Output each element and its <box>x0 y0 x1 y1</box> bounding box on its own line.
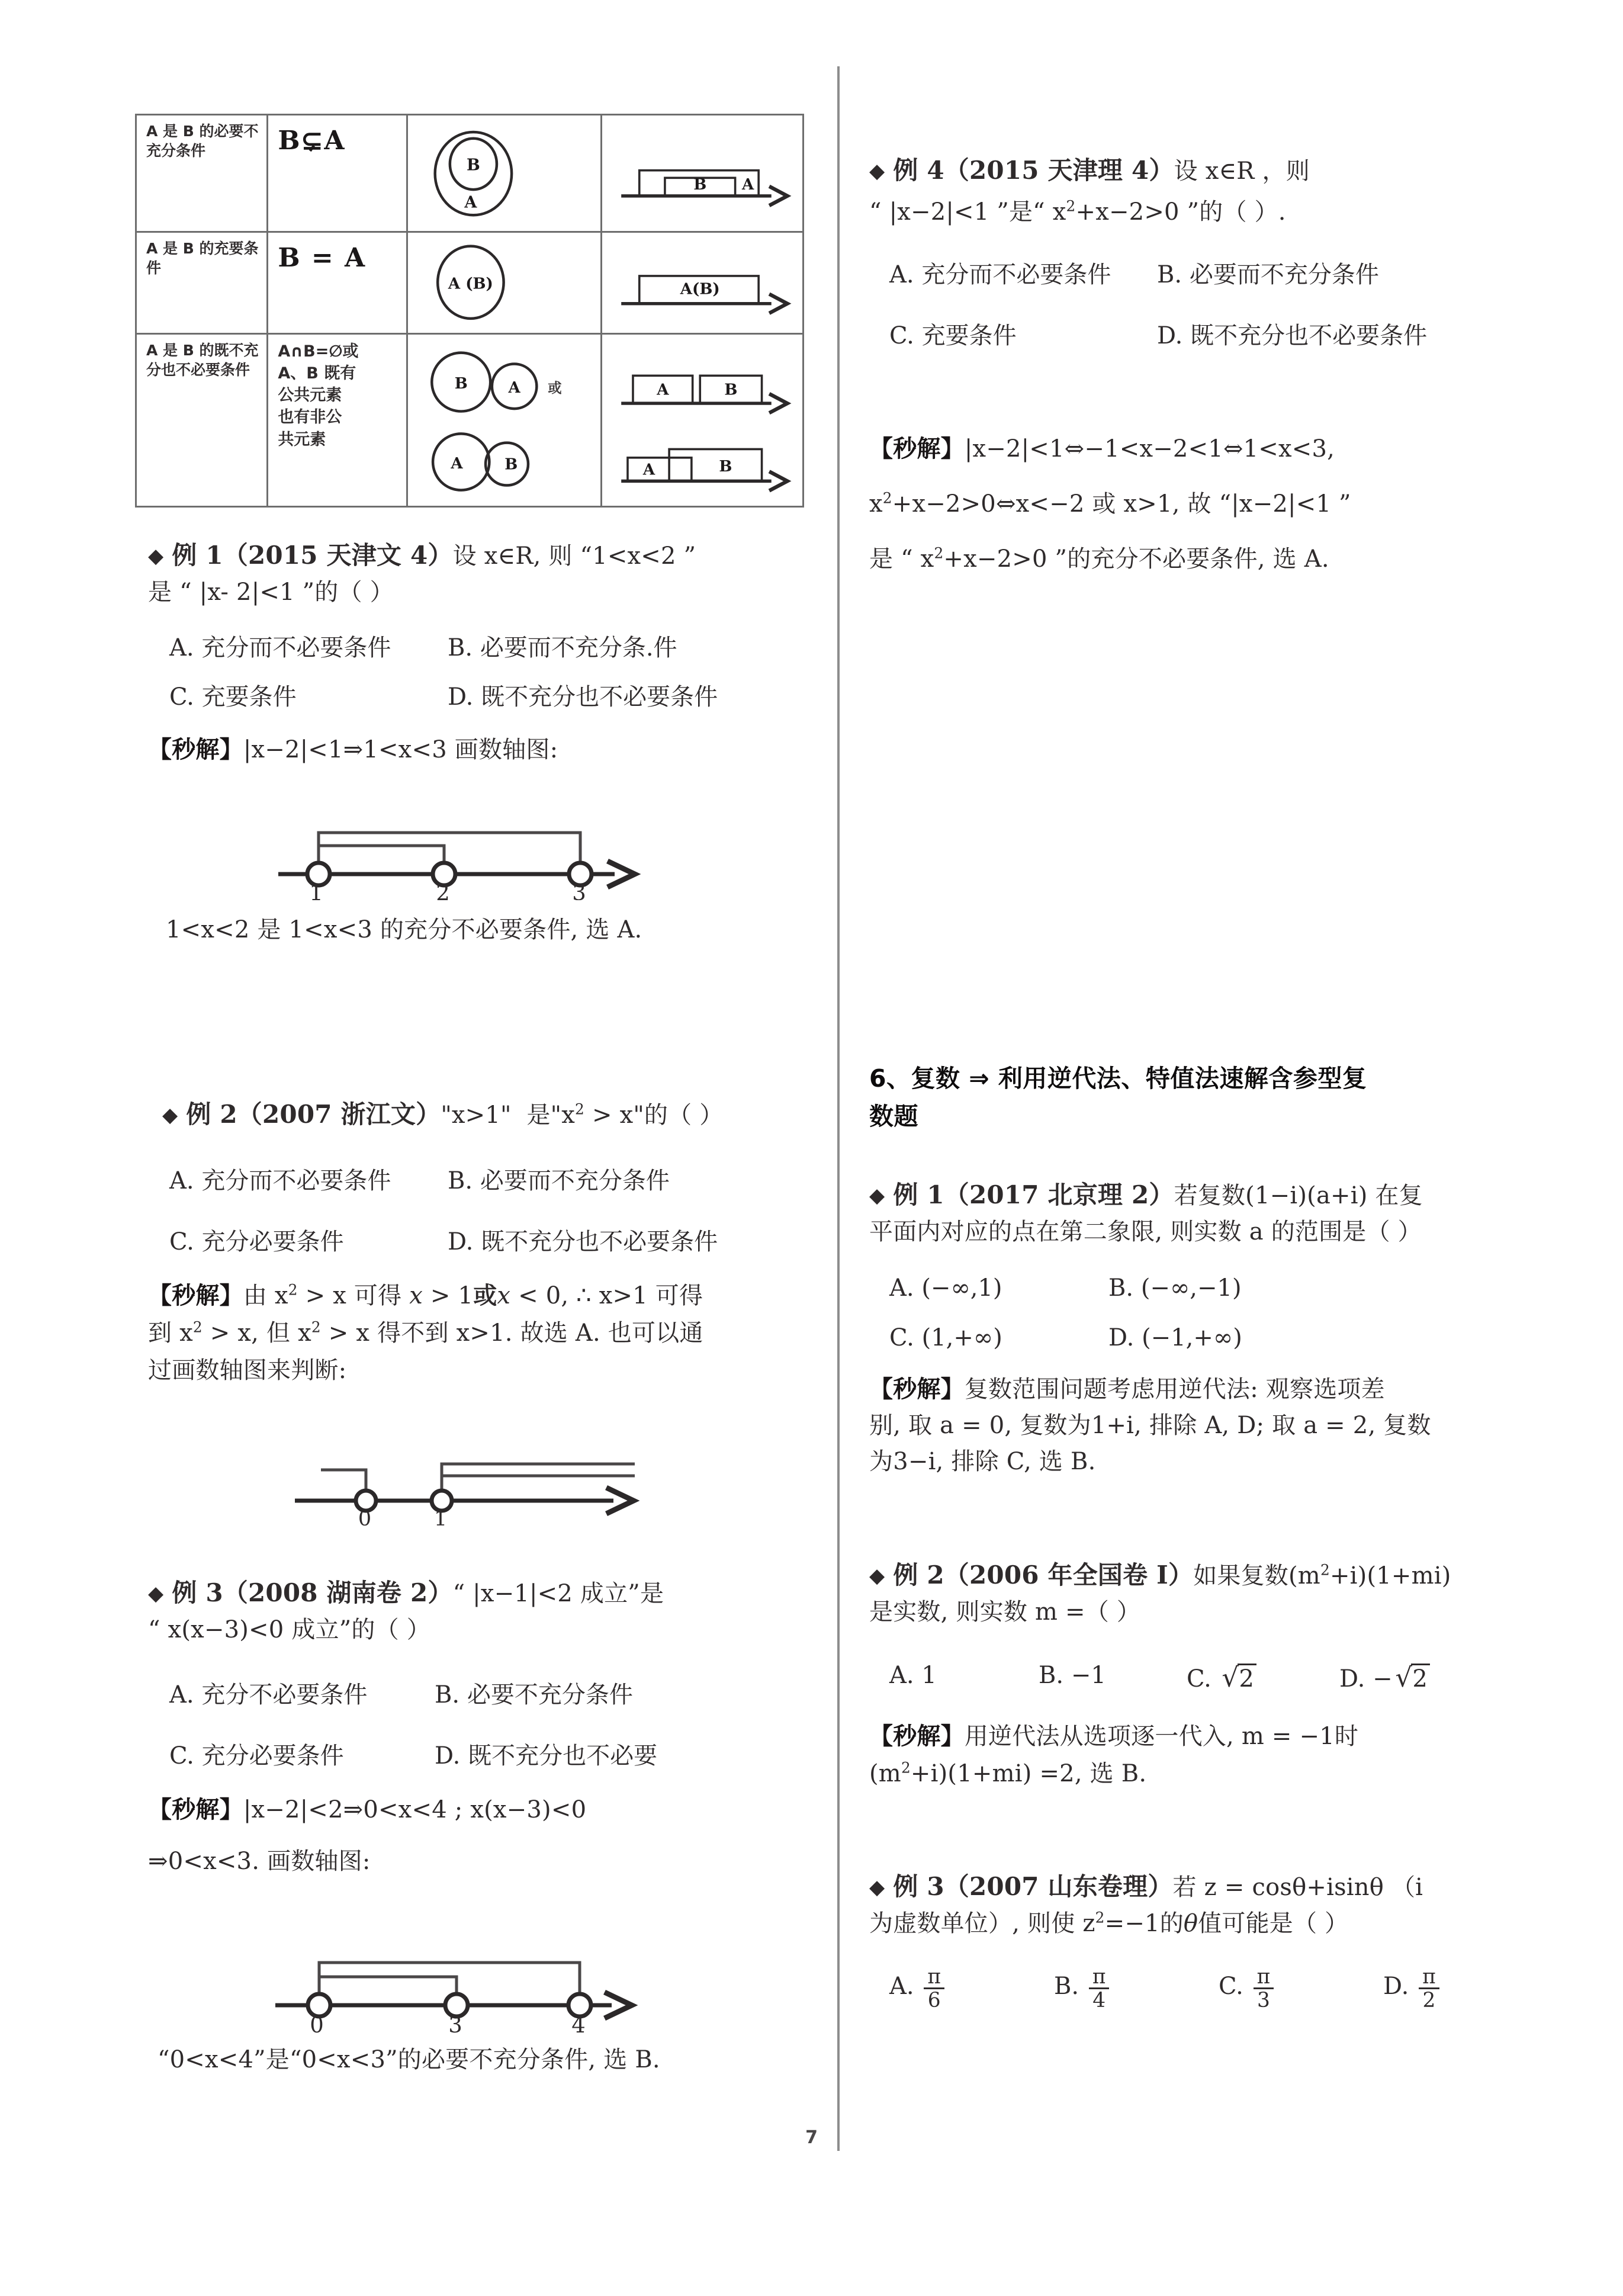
svg-text:0: 0 <box>310 2012 324 2034</box>
cex2-stem-part2: 是实数, 则实数 m =（ ） <box>869 1598 1141 1626</box>
sqrt-icon: √2 <box>1219 1662 1256 1693</box>
option-d: D. − √2 <box>1339 1662 1430 1693</box>
example3-conclusion: “0<x<4”是“0<x<3”的必要不充分条件, 选 B. <box>158 2046 660 2073</box>
option-a: A. 充分而不必要条件 <box>169 634 391 661</box>
symbol-intersection-empty: A∩B=∅或 A、B 既有 公共元素 也有非公 共元素 <box>278 342 359 449</box>
option-b: B. 必要不充分条件 <box>435 1681 633 1709</box>
cex3-stem-part2: 为虚数单位）, 则使 $z^2=-1$的θ值可能是（ ） <box>869 1909 1349 1937</box>
cex1-stem-part2: 平面内对应的点在第二象限, 则实数 a 的范围是（ ） <box>869 1218 1422 1245</box>
svg-text:4: 4 <box>571 2012 586 2034</box>
solution-line-2: $x^2+x-2>0\Leftrightarrow x<-2$ 或 x>1, 故 “|x−2|<1 ” <box>869 489 1351 518</box>
cex2-stem <box>869 1558 1580 1593</box>
solution-label: 【秒解】 <box>148 1282 243 1309</box>
cell-symbol-2 <box>268 232 407 333</box>
fraction-pi-3: $\frac{\pi}{3}$ <box>1254 1966 1274 2012</box>
solution-label: 【秒解】 <box>869 435 965 463</box>
example3-stem-part1: “ |x−1|<2 成立”是 <box>452 1580 664 1607</box>
example4-stem <box>869 153 1580 188</box>
cell-numberline-3 <box>601 333 803 507</box>
option-c: C. (1,+∞) <box>889 1324 1002 1351</box>
table-row <box>136 232 804 333</box>
option-c: C. 充要条件 <box>169 683 297 711</box>
section-6-heading <box>869 1060 1580 1135</box>
venn-a-equals-b-icon <box>417 239 593 326</box>
cex1-heading: 例 1（2017 北京理 2） <box>893 1180 1174 1209</box>
example1-stem-part1: 设 x∈R, 则 “1<x<2 ” <box>452 542 696 570</box>
left-example-3-options <box>169 1676 827 1771</box>
diamond-bullet-icon: ◆ <box>148 544 164 568</box>
option-d: D. 既不充分也不必要条件 <box>448 683 718 711</box>
option-c: C. $\frac{\pi}{3}$ <box>1219 1966 1383 2012</box>
cell-symbol-1 <box>268 115 407 232</box>
svg-text:A: A <box>464 193 477 212</box>
svg-text:B: B <box>467 156 480 175</box>
solution-label: 【秒解】 <box>148 1796 243 1823</box>
cell-condition-2: A 是 B 的充要条件 <box>136 232 268 333</box>
option-a: A. 充分而不必要条件 <box>889 261 1111 288</box>
symbol-equals: B = A <box>278 243 367 274</box>
svg-text:A (B): A (B) <box>448 275 494 293</box>
solution-line-1: 由 $x^2 > x$ 可得 x > 1或x < 0, ∴ x>1 可得 <box>243 1281 703 1309</box>
cell-condition-3: A 是 B 的既不充分也不必要条件 <box>136 333 268 507</box>
svg-text:2: 2 <box>436 880 450 900</box>
example4-stem-part1: 设 x∈R ，则 <box>1174 158 1310 185</box>
svg-text:或: 或 <box>548 379 562 396</box>
cell-numberline-1 <box>601 115 803 232</box>
svg-text:B: B <box>719 457 732 476</box>
left-example-2-options <box>169 1162 827 1257</box>
section-6-title-line1: 6、复数 ⇒ 利用逆代法、特值法速解含参型复 <box>869 1064 1367 1093</box>
venn-b-inside-a-icon <box>417 121 593 225</box>
solution-label: 【秒解】 <box>869 1375 965 1403</box>
example1-stem <box>148 538 811 573</box>
svg-text:B: B <box>454 374 468 393</box>
option-d: D. $\frac{\pi}{2}$ <box>1383 1966 1442 2012</box>
right-complex-example-2-solution <box>869 1720 1580 1791</box>
svg-text:B: B <box>724 381 738 399</box>
diamond-bullet-icon: ◆ <box>869 159 885 183</box>
option-a: A. 充分不必要条件 <box>169 1681 368 1709</box>
option-b: B. 必要而不充分条件 <box>1157 261 1379 288</box>
diamond-bullet-icon: ◆ <box>869 1876 885 1899</box>
example1-numberline-figure <box>272 817 651 900</box>
diamond-bullet-icon: ◆ <box>148 1582 164 1605</box>
example3-stem-part2: “ x(x−3)<0 成立”的（ ） <box>148 1616 430 1643</box>
option-b: B. $\frac{\pi}{4}$ <box>1054 1966 1219 2012</box>
right-complex-example-3 <box>869 1869 1580 1941</box>
conditions-table <box>135 114 804 508</box>
solution-line-2: $(m^2+i)(1+mi) =2$, 选 B. <box>869 1759 1147 1787</box>
right-complex-example-2-options <box>889 1662 1588 1693</box>
diamond-bullet-icon: ◆ <box>162 1103 178 1127</box>
option-c: C. √2 <box>1187 1662 1339 1693</box>
svg-text:A(B): A(B) <box>680 280 720 298</box>
numberline-a-equals-b-icon <box>612 239 795 326</box>
option-b: B. 必要而不充分条件 <box>448 1167 670 1194</box>
solution-label: 【秒解】 <box>869 1722 965 1750</box>
cex2-heading: 例 2（2006 年全国卷 I） <box>893 1560 1194 1589</box>
right-example-4-solution <box>869 432 1580 576</box>
column-divider <box>837 66 840 2151</box>
solution-line-1: 用逆代法从选项逐一代入, m = −1时 <box>964 1723 1359 1750</box>
fraction-pi-4: $\frac{\pi}{4}$ <box>1089 1966 1110 2012</box>
table-row <box>136 333 804 507</box>
option-d: D. 既不充分也不必要条件 <box>1157 322 1428 349</box>
right-complex-example-2 <box>869 1558 1580 1629</box>
left-example-2-solution <box>148 1279 817 1387</box>
option-c: C. 充分必要条件 <box>169 1742 344 1770</box>
page-number: 7 <box>805 2127 818 2148</box>
example2-heading: 例 2（2007 浙江文） <box>186 1100 441 1129</box>
svg-text:B: B <box>693 176 707 194</box>
svg-text:A: A <box>451 454 463 473</box>
solution-line-2: 到 $x^2 > x$, 但 $x^2 > x$ 得不到 x>1. 故选 A. 也可以通 <box>148 1318 703 1347</box>
option-c: C. 充要条件 <box>889 322 1017 349</box>
svg-text:A: A <box>642 461 655 479</box>
example1-conclusion: 1<x<2 是 1<x<3 的充分不必要条件, 选 A. <box>166 916 642 943</box>
cex2-stem-part1: 如果复数$(m^2+i)(1+mi)$ <box>1193 1561 1451 1589</box>
left-example-1 <box>148 538 811 609</box>
diamond-bullet-icon: ◆ <box>869 1564 885 1588</box>
left-example-3 <box>148 1575 817 1647</box>
option-d: D. 既不充分也不必要条件 <box>448 1228 718 1255</box>
example2-stem <box>162 1097 819 1132</box>
option-a: A. $\frac{\pi}{6}$ <box>889 1966 1054 2012</box>
option-c: C. 充分必要条件 <box>169 1228 344 1255</box>
solution-line-2: 别, 取 a = 0, 复数为1+i, 排除 A, D; 取 a = 2, 复数 <box>869 1411 1431 1439</box>
cex3-stem-part1: 若 z = cosθ+isinθ （i <box>1172 1874 1423 1901</box>
left-example-2 <box>162 1097 819 1132</box>
solution-label: 【秒解】 <box>148 736 243 763</box>
option-d: D. 既不充分也不必要 <box>435 1742 658 1770</box>
solution-line-1: |x−2|<1⇔−1<x−2<1⇔1<x<3, <box>964 435 1335 463</box>
numberline-b-in-a-icon <box>612 121 795 225</box>
example2-stem-text: "x>1" 是"$x^2 > x$"的（ ） <box>441 1100 724 1129</box>
solution-line-1: 复数范围问题考虑用逆代法: 观察选项差 <box>964 1376 1385 1403</box>
svg-text:1: 1 <box>309 880 323 900</box>
diamond-bullet-icon: ◆ <box>869 1184 885 1208</box>
svg-text:3: 3 <box>572 880 586 900</box>
cex3-stem <box>869 1869 1580 1905</box>
example1-heading: 例 1（2015 天津文 4） <box>172 541 453 570</box>
left-example-1-options <box>169 629 827 712</box>
table-row <box>136 115 804 232</box>
solution-line-3: 是 “ $x^2+x-2>0$ ”的充分不必要条件, 选 A. <box>869 544 1329 573</box>
numberline-disjoint-and-overlap-icon <box>612 341 795 500</box>
solution-line-3: 过画数轴图来判断: <box>148 1356 347 1384</box>
svg-text:A: A <box>508 378 520 397</box>
left-example-1-solution <box>148 733 811 767</box>
example3-heading: 例 3（2008 湖南卷 2） <box>172 1578 453 1607</box>
cell-venn-3 <box>407 333 602 507</box>
example1-stem-part2: 是 “ |x- 2|<1 ”的（ ） <box>148 578 394 606</box>
svg-text:1: 1 <box>433 1507 448 1527</box>
cex1-stem-part1: 若复数(1−i)(a+i) 在复 <box>1174 1182 1423 1209</box>
option-b: B. (−∞,−1) <box>1108 1274 1242 1302</box>
right-example-4-options <box>889 256 1588 351</box>
svg-text:3: 3 <box>448 2012 462 2034</box>
fraction-pi-6: $\frac{\pi}{6}$ <box>924 1966 944 2012</box>
example2-numberline-figure <box>290 1450 657 1527</box>
fraction-pi-2: $\frac{\pi}{2}$ <box>1419 1966 1439 2012</box>
solution-line-3: 为3−i, 排除 C, 选 B. <box>869 1447 1096 1475</box>
option-b: B. −1 <box>1039 1662 1106 1689</box>
cex3-heading: 例 3（2007 山东卷理） <box>893 1872 1173 1901</box>
venn-disjoint-and-overlap-icon <box>417 341 593 500</box>
svg-text:A: A <box>741 176 754 194</box>
cell-symbol-3 <box>268 333 407 507</box>
right-example-4 <box>869 153 1580 229</box>
option-b: B. 必要而不充分条.件 <box>448 634 677 661</box>
solution-line-1: |x−2|<1⇒1<x<3 画数轴图: <box>243 736 558 763</box>
example3-numberline-figure <box>269 1948 648 2034</box>
cell-venn-1 <box>407 115 602 232</box>
cell-condition-1: A 是 B 的必要不充分条件 <box>136 115 268 232</box>
cell-venn-2 <box>407 232 602 333</box>
example3-stem <box>148 1575 817 1611</box>
example4-stem-part2: “ |x−2|<1 ”是“ $x^2+x-2>0$ ”的（ ）. <box>869 197 1286 226</box>
right-complex-example-1-solution <box>869 1373 1580 1478</box>
right-complex-example-3-options <box>889 1966 1588 2012</box>
option-a: A. (−∞,1) <box>889 1274 1002 1302</box>
left-example-3-solution <box>148 1793 817 1878</box>
solution-line-1: |x−2|<2⇒0<x<4 ; x(x−3)<0 <box>243 1796 587 1823</box>
option-a: A. 1 <box>889 1662 937 1689</box>
sqrt-icon: √2 <box>1393 1662 1430 1693</box>
svg-text:A: A <box>656 381 669 399</box>
right-complex-example-1 <box>869 1177 1580 1249</box>
solution-line-2: ⇒0<x<3. 画数轴图: <box>148 1847 371 1875</box>
example4-heading: 例 4（2015 天津理 4） <box>893 156 1174 185</box>
symbol-proper-subset: B⊊A <box>278 126 346 156</box>
cell-numberline-2 <box>601 232 803 333</box>
option-d: D. (−1,+∞) <box>1108 1324 1242 1351</box>
section-6-title-line2: 数题 <box>869 1102 918 1131</box>
svg-text:B: B <box>504 455 518 474</box>
svg-text:0: 0 <box>358 1507 372 1527</box>
option-a: A. 充分而不必要条件 <box>169 1167 391 1194</box>
cex1-stem <box>869 1177 1580 1213</box>
right-complex-example-1-options <box>889 1274 1588 1351</box>
